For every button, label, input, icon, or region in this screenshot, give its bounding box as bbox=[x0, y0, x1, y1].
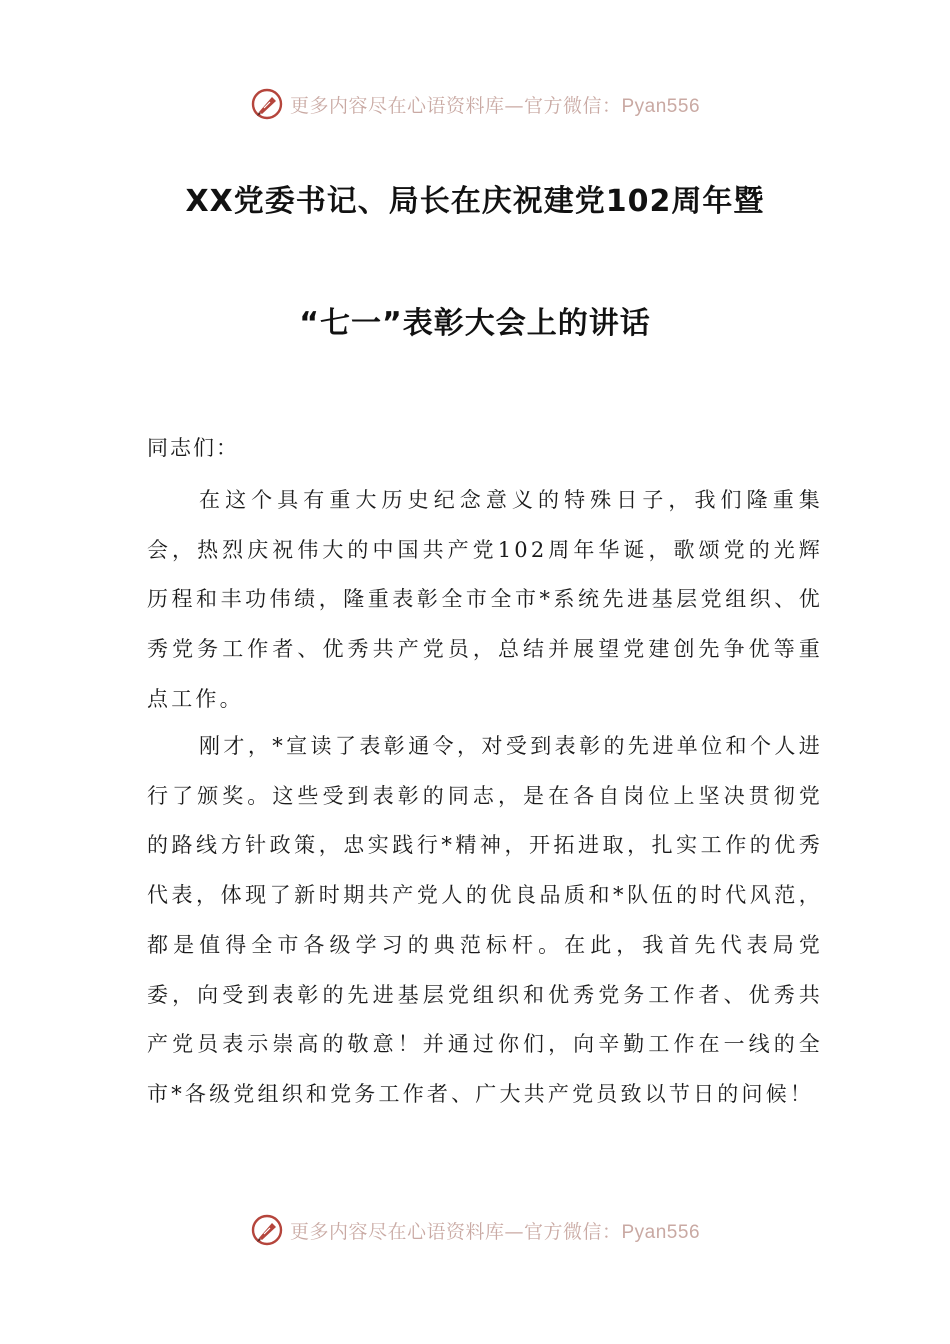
document-title-line-1: XX党委书记、局长在庆祝建党102周年暨 bbox=[185, 184, 765, 219]
header-watermark-banner bbox=[0, 84, 950, 124]
document-title-line-2: “七一”表彰大会上的讲话 bbox=[299, 306, 651, 341]
footer-watermark-banner bbox=[0, 1210, 950, 1250]
watermark-text: 更多内容尽在心语资料库—官方微信：Pyan556 bbox=[289, 1220, 701, 1243]
watermark-text: 更多内容尽在心语资料库—官方微信：Pyan556 bbox=[289, 94, 701, 117]
salutation: 同志们： bbox=[147, 436, 239, 460]
body-paragraph-2: 刚才，*宣读了表彰通令，对受到表彰的先进单位和个人进行了颁奖。这些受到表彰的同志，是在各自岗位上坚决贯彻党的路线方针政策，忠实践行*精神，开拓进取，扎实工作的优秀代表，体现了新时期共产党人的优良品质和*队伍的时代风范，都是值得全市各级学习的典范标杆。在此，我首先代表局党委，向受到表彰的先进基层党组织和优秀党务工作者、优秀共产党员表示崇高的敬意！并通过你们，向辛勤工作在一线的全市*各级党组织和党务工作者、广大共产党员致以节日的问候！ bbox=[147, 734, 823, 1106]
body-paragraph-1: 在这个具有重大历史纪念意义的特殊日子，我们隆重集会，热烈庆祝伟大的中国共产党102周年华诞，歌颂党的光辉历程和丰功伟绩，隆重表彰全市全市*系统先进基层党组织、优秀党务工作者、优秀共产党员，总结并展望党建创先争优等重点工作。 bbox=[147, 488, 823, 711]
pen-nib-logo-icon bbox=[250, 1213, 284, 1247]
pen-nib-logo-icon bbox=[250, 87, 284, 121]
